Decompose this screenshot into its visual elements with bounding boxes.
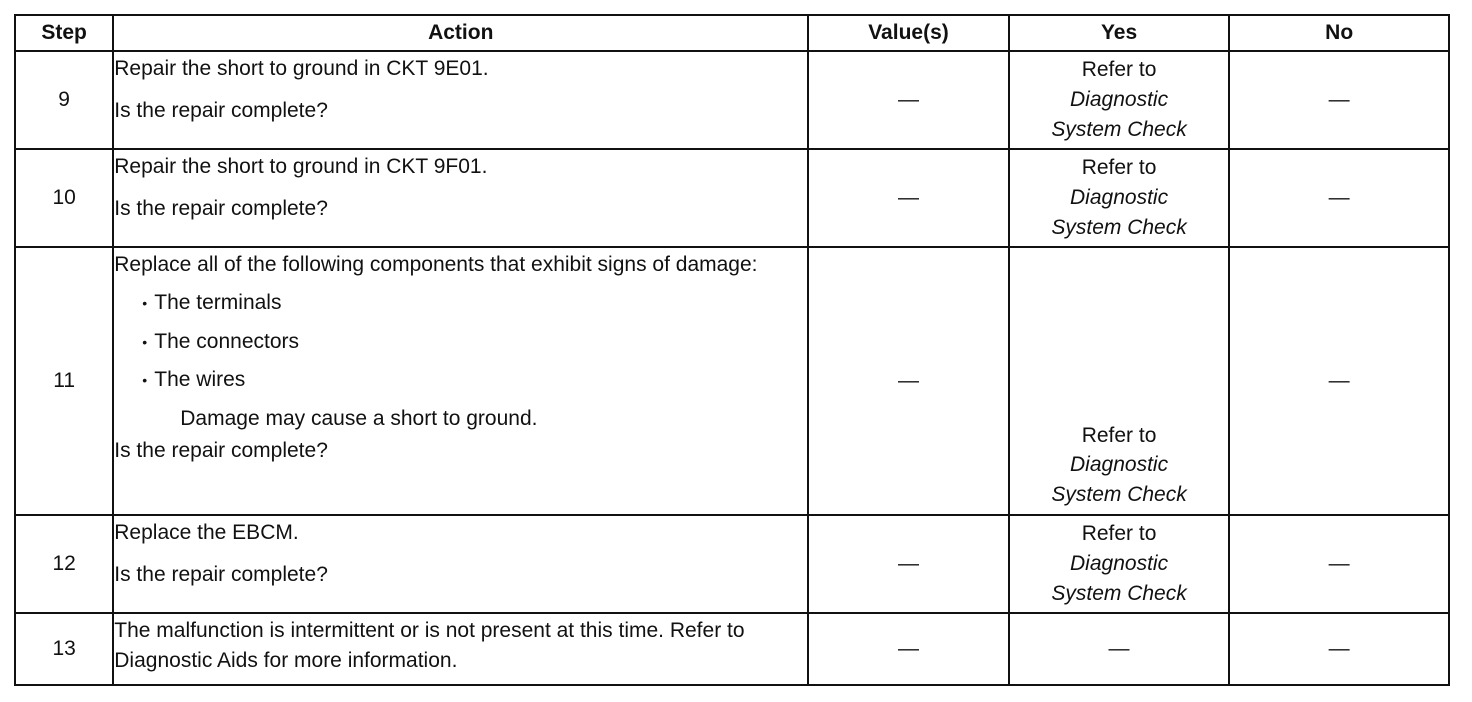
no-cell: — — [1229, 613, 1449, 685]
no-cell: — — [1229, 247, 1449, 515]
yes-link-line-2: System Check — [1051, 483, 1187, 507]
action-intro: Replace all of the following components that exhibit signs of damage: — [114, 253, 758, 276]
action-text: The malfunction is intermittent or is not present at this time. Refer to Diagnostic Aids for more information. — [114, 619, 745, 673]
no-cell: — — [1229, 149, 1449, 247]
action-text: Repair the short to ground in CKT 9F01. — [114, 155, 488, 178]
action-cell — [113, 51, 808, 149]
value-cell: — — [808, 247, 1009, 515]
step-number: 10 — [15, 149, 113, 247]
action-note: Damage may cause a short to ground. — [180, 406, 538, 430]
value-cell: — — [808, 613, 1009, 685]
yes-ref-text: Refer to — [1081, 423, 1157, 447]
yes-cell: — — [1009, 613, 1230, 685]
list-item: • The connectors — [114, 327, 807, 357]
header-yes: Yes — [1009, 15, 1230, 51]
action-question: Is the repair complete? — [114, 439, 328, 463]
yes-link-line-1: Diagnostic — [1070, 186, 1169, 210]
yes-ref-text: Refer to — [1081, 156, 1157, 180]
table-row — [15, 247, 1449, 515]
header-values: Value(s) — [808, 15, 1009, 51]
action-question: Is the repair complete? — [114, 197, 328, 221]
yes-link-line-1: Diagnostic — [1070, 88, 1169, 112]
header-step: Step — [15, 15, 113, 51]
yes-cell — [1009, 51, 1230, 149]
action-cell — [113, 515, 808, 613]
step-number: 9 — [15, 51, 113, 149]
list-item: • The wires — [114, 365, 807, 395]
action-cell — [113, 613, 808, 685]
action-text: Replace the EBCM. — [114, 521, 299, 544]
value-cell: — — [808, 51, 1009, 149]
no-cell: — — [1229, 51, 1449, 149]
yes-link-line-1: Diagnostic — [1070, 453, 1169, 477]
yes-link-line-2: System Check — [1051, 215, 1187, 239]
header-action: Action — [113, 15, 808, 51]
table-row — [15, 149, 1449, 247]
action-cell — [113, 149, 808, 247]
header-row — [15, 15, 1449, 51]
value-cell: — — [808, 149, 1009, 247]
yes-cell — [1009, 247, 1230, 515]
step-number: 11 — [15, 247, 113, 515]
header-no: No — [1229, 15, 1449, 51]
table-row — [15, 515, 1449, 613]
table-row — [15, 613, 1449, 685]
action-question: Is the repair complete? — [114, 99, 328, 123]
yes-link-line-1: Diagnostic — [1070, 552, 1169, 576]
table-row — [15, 51, 1449, 149]
component-list — [114, 288, 807, 395]
action-cell — [113, 247, 808, 515]
step-number: 12 — [15, 515, 113, 613]
list-item: • The terminals — [114, 288, 807, 318]
yes-ref-text: Refer to — [1081, 58, 1157, 82]
action-question: Is the repair complete? — [114, 563, 328, 587]
action-text: Repair the short to ground in CKT 9E01. — [114, 57, 489, 80]
value-cell: — — [808, 515, 1009, 613]
yes-link-line-2: System Check — [1051, 581, 1187, 605]
no-cell: — — [1229, 515, 1449, 613]
yes-link-line-2: System Check — [1051, 117, 1187, 141]
diagnostic-table — [14, 14, 1450, 686]
yes-cell — [1009, 149, 1230, 247]
yes-cell — [1009, 515, 1230, 613]
step-number: 13 — [15, 613, 113, 685]
yes-ref-text: Refer to — [1081, 522, 1157, 546]
